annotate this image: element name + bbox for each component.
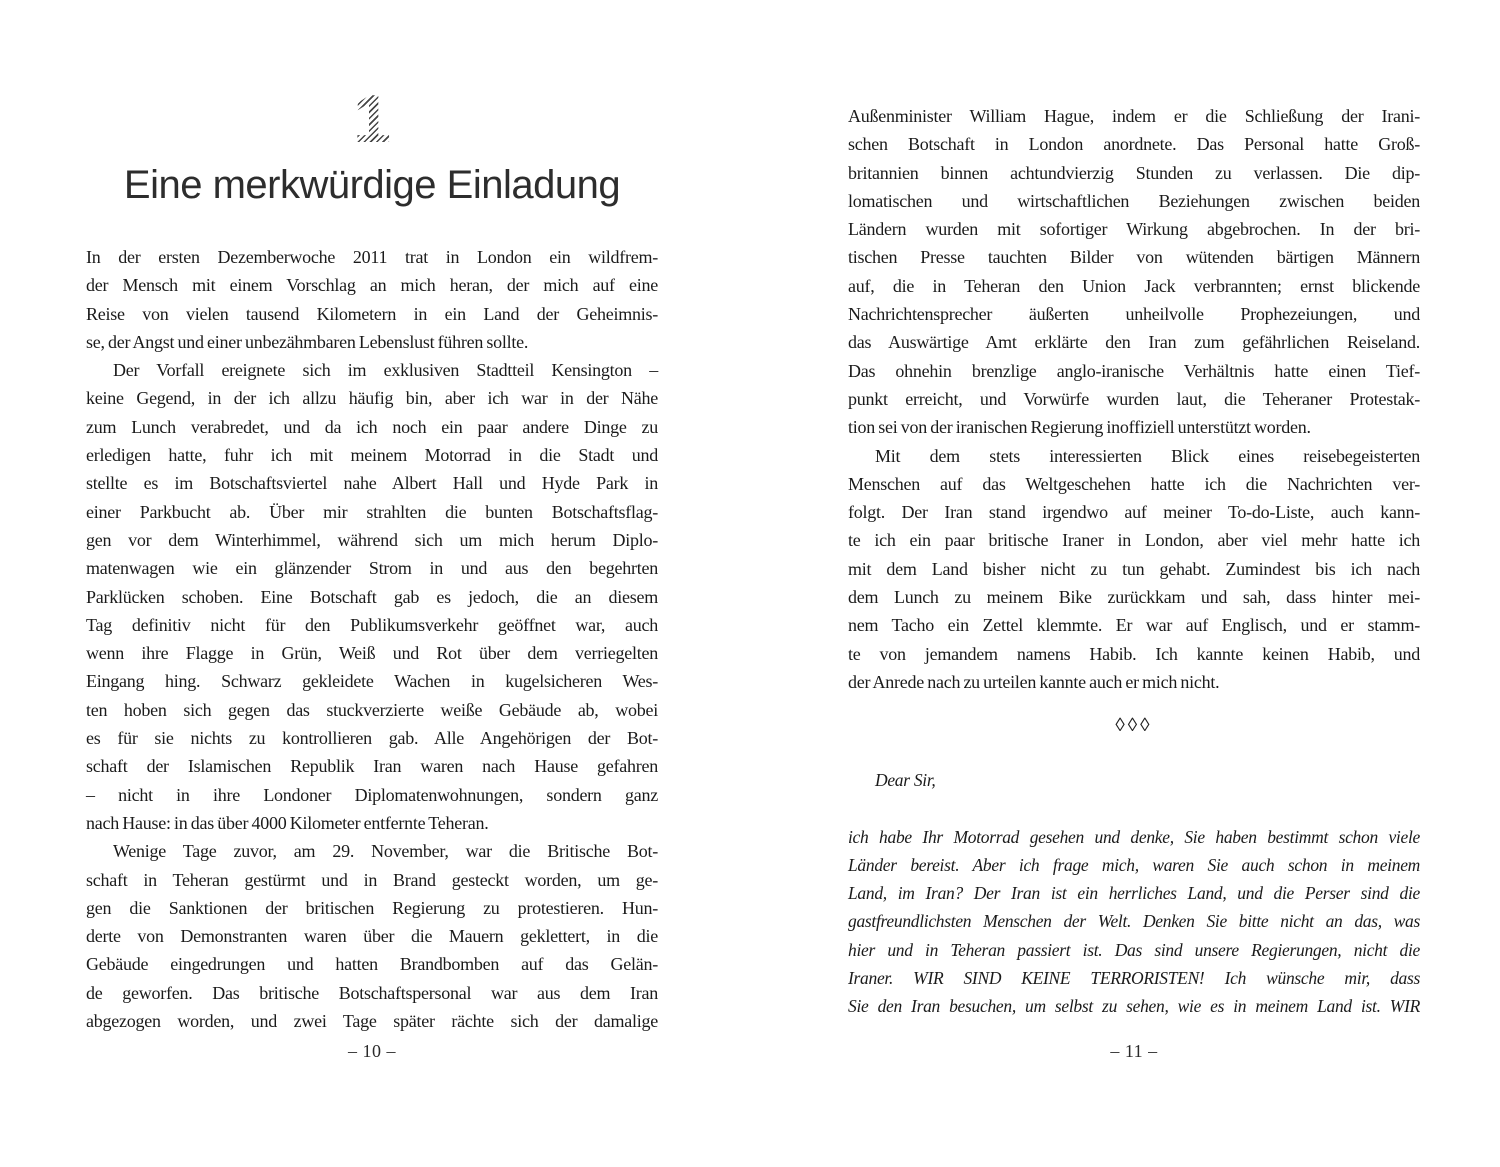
text-line: der Mensch mit einem Vorschlag an mich heran, der mich auf eine [86,275,658,296]
diamond-separator: ◊◊◊ [1115,715,1153,737]
text-line: matenwagen wie ein glänzender Strom in und aus den begehrten [86,558,658,579]
right-body-text [848,102,1420,1021]
text-line: es für sie nichts zu kontrollieren gab. Alle Angehörigen der Bot- [86,728,658,749]
text-line: auf, die in Teheran den Union Jack verbrannten; ernst blickende [848,275,1420,296]
text-line: mit dem Land bisher nicht zu tun gehabt. Zumindest bis ich nach [848,558,1420,579]
text-line: schaft in Teheran gestürmt und in Brand gesteckt worden, um ge- [86,869,658,890]
page-right [848,0,1420,1167]
text-line: gen die Sanktionen der britischen Regierung zu protestieren. Hun- [86,897,658,918]
text-line: tischen Presse tauchten Bilder von wütenden bärtigen Männern [848,247,1420,268]
text-line: punkt erreicht, und Vorwürfe wurden laut, die Teheraner Protestak- [848,388,1420,409]
text-line: Nachrichtensprecher äußerten unheilvolle Prophezeiungen, und [848,304,1420,325]
text-line: schen Botschaft in London anordnete. Das Personal hatte Groß- [848,134,1420,155]
letter-salutation: Dear Sir, [875,770,936,791]
text-line: schaft der Islamischen Republik Iran waren nach Hause gefahren [86,756,658,777]
text-line: wenn ihre Flagge in Grün, Weiß und Rot über dem verriegelten [86,643,658,664]
text-line: – nicht in ihre Londoner Diplomatenwohnungen, sondern ganz [86,784,658,805]
text-line: Parklücken schoben. Eine Botschaft gab es jedoch, die an diesem [86,586,658,607]
chapter-title: Eine merkwürdige Einladung [123,163,621,207]
text-line: In der ersten Dezemberwoche 2011 trat in London ein wildfrem- [86,247,658,267]
text-line: britannien binnen achtundvierzig Stunden zu verlassen. Die dip- [848,162,1420,183]
text-line: Tag definitiv nicht für den Publikumsverkehr geöffnet war, auch [86,614,658,635]
chapter-number: 1 [353,81,391,157]
letter-line: gastfreundlichsten Menschen der Welt. Denken Sie bitte nicht an das, was [848,911,1420,932]
letter-line: ich habe Ihr Motorrad gesehen und denke, Sie haben bestimmt schon viele [848,826,1420,847]
text-line: zum Lunch verabredet, und da ich noch ein paar andere Dinge zu [86,416,658,437]
letter-line: Land, im Iran? Der Iran ist ein herrliches Land, und die Perser sind die [848,883,1420,904]
text-line: Mit dem stets interessierten Blick eines reisebegeisterten [875,445,1420,466]
text-line: Reise von vielen tausend Kilometern in ein Land der Geheimnis- [86,303,658,324]
text-line: nem Tacho ein Zettel klemmte. Er war auf Englisch, und er stamm- [848,615,1420,636]
text-line: Eingang hing. Schwarz gekleidete Wachen in kugelsicheren Wes- [86,671,658,692]
text-line: abgezogen worden, und zwei Tage später rächte sich der damalige [86,1011,658,1032]
letter-line: Länder bereist. Aber ich frage mich, waren Sie auch schon in meinem [848,854,1420,875]
text-line: Das ohnehin brenzlige anglo-iranische Verhältnis hatte einen Tief- [848,360,1420,381]
page-left [86,0,658,1167]
text-line: derte von Demonstranten waren über die Mauern geklettert, in die [86,926,658,947]
text-line: dem Lunch zu meinem Bike zurückkam und sah, dass hinter mei- [848,587,1420,608]
text-line: erledigen hatte, fuhr ich mit meinem Motorrad in die Stadt und [86,445,658,466]
text-line: gen vor dem Winterhimmel, während sich um mich herum Diplo- [86,529,658,550]
text-line: tion sei von der iranischen Regierung inoffiziell unterstützt worden. [848,417,1311,438]
text-line: lomatischen und wirtschaftlichen Beziehungen zwischen beiden [848,190,1420,211]
page-number-left: – 10 – [348,1041,396,1061]
text-line: keine Gegend, in der ich allzu häufig bin, aber ich war in der Nähe [86,388,658,409]
text-line: einer Parkbucht ab. Über mir strahlten die bunten Botschaftsflag- [86,501,658,522]
chapter-heading [86,81,658,208]
text-line: se, der Angst und einer unbezähmbaren Lebenslust führen sollte. [86,331,529,352]
page-number-right: – 11 – [1110,1041,1158,1061]
text-line: te ich ein paar britische Iraner in London, aber viel mehr hatte ich [848,530,1420,551]
text-line: nach Hause: in das über 4000 Kilometer entfernte Teheran. [86,812,489,833]
text-line: de geworfen. Das britische Botschaftspersonal war aus dem Iran [86,982,658,1003]
letter-line: hier und in Teheran passiert ist. Das sind unsere Regierungen, nicht die [848,939,1420,960]
left-body-text [86,243,658,1035]
letter-body [848,823,1420,1021]
text-line: stellte es im Botschaftsviertel nahe Albert Hall und Hyde Park in [86,473,658,494]
text-line: der Anrede nach zu urteilen kannte auch er mich nicht. [848,671,1220,692]
text-line: Außenminister William Hague, indem er die Schließung der Irani- [848,106,1420,126]
text-line: folgt. Der Iran stand irgendwo auf meiner To-do-Liste, auch kann- [848,502,1420,523]
text-line: Menschen auf das Weltgeschehen hatte ich die Nachrichten ver- [848,473,1420,494]
text-line: Der Vorfall ereignete sich im exklusiven Stadtteil Kensington – [113,360,658,381]
text-line: ten hoben sich gegen das stuckverzierte weiße Gebäude ab, wobei [86,699,658,720]
text-line: Ländern wurden mit sofortiger Wirkung abgebrochen. In der bri- [848,219,1420,240]
text-line: das Auswärtige Amt erklärte den Iran zum gefährlichen Reiseland. [848,332,1420,353]
text-line: Gebäude eingedrungen und hatten Brandbomben auf das Gelän- [86,954,658,975]
letter-line: Sie den Iran besuchen, um selbst zu sehen, wie es in meinem Land ist. WIR [848,996,1420,1017]
text-line: te von jemandem namens Habib. Ich kannte keinen Habib, und [848,643,1420,664]
letter-line: Iraner. WIR SIND KEINE TERRORISTEN! Ich wünsche mir, dass [848,968,1420,989]
right-body-lines [848,102,1420,696]
text-line: Wenige Tage zuvor, am 29. November, war die Britische Bot- [113,841,658,862]
